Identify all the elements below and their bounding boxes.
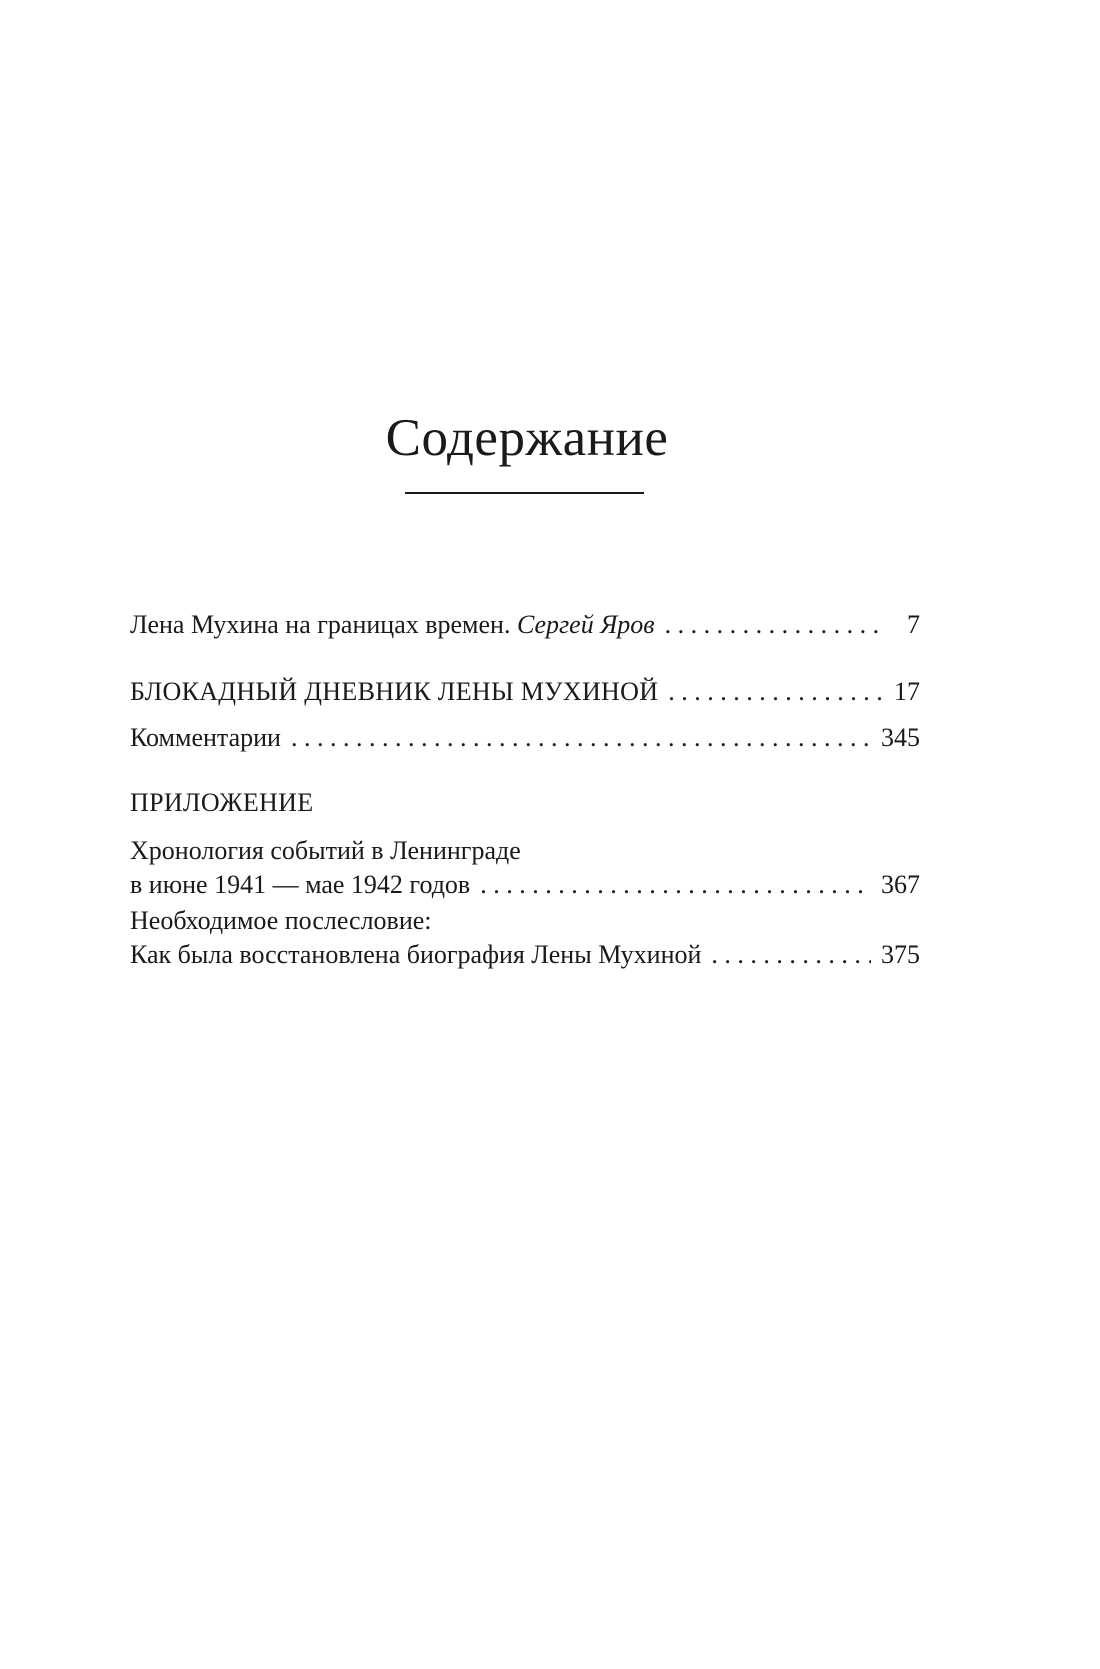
- toc-entry-title-line1: Необходимое послесловие:: [130, 906, 432, 935]
- toc-entry-author: Сергей Яров: [516, 610, 655, 639]
- toc-line: [130, 679, 920, 705]
- toc-entry-chronology[interactable]: [130, 838, 920, 898]
- dot-leader: [480, 872, 871, 898]
- toc-line: [130, 790, 920, 816]
- toc-entry-title-line2: в июне 1941 — мае 1942 годов: [130, 870, 471, 899]
- toc-entry-title: БЛОКАДНЫЙ ДНЕВНИК ЛЕНЫ МУХИНОЙ: [130, 677, 659, 706]
- toc-entry-preface[interactable]: [130, 612, 920, 638]
- toc-page-number: 17: [894, 677, 920, 706]
- toc-entry-title-line1: Хронология событий в Ленинграде: [130, 836, 521, 865]
- page-title: Содержание: [385, 409, 669, 467]
- title-underline: [405, 492, 644, 494]
- dot-leader: [711, 942, 871, 968]
- toc-line: [130, 872, 920, 898]
- toc-page-number: 345: [881, 723, 920, 752]
- dot-leader: [665, 612, 882, 638]
- toc-entry-diary[interactable]: [130, 679, 920, 705]
- dot-leader: [291, 725, 871, 751]
- toc-entry-title-line2: Как была восстановлена биография Лены Мухиной: [130, 940, 702, 969]
- toc-line: [130, 725, 920, 751]
- toc-section-appendix: [130, 790, 920, 816]
- toc-entry-comments[interactable]: [130, 725, 920, 751]
- dot-leader: [668, 679, 882, 705]
- toc-entry-title: Комментарии: [130, 723, 281, 752]
- toc-section-heading: ПРИЛОЖЕНИЕ: [130, 788, 314, 817]
- toc-page-number: 367: [881, 870, 920, 899]
- toc-page-number: 7: [907, 610, 920, 639]
- toc-line: [130, 838, 920, 864]
- toc-line: [130, 612, 920, 638]
- toc-line: [130, 908, 920, 934]
- toc-entry-afterword[interactable]: [130, 908, 920, 968]
- toc-entry-title: [130, 612, 655, 638]
- toc-page-number: 375: [881, 940, 920, 969]
- toc-line: [130, 942, 920, 968]
- toc-entry-text: Лена Мухина на границах времен.: [130, 610, 511, 639]
